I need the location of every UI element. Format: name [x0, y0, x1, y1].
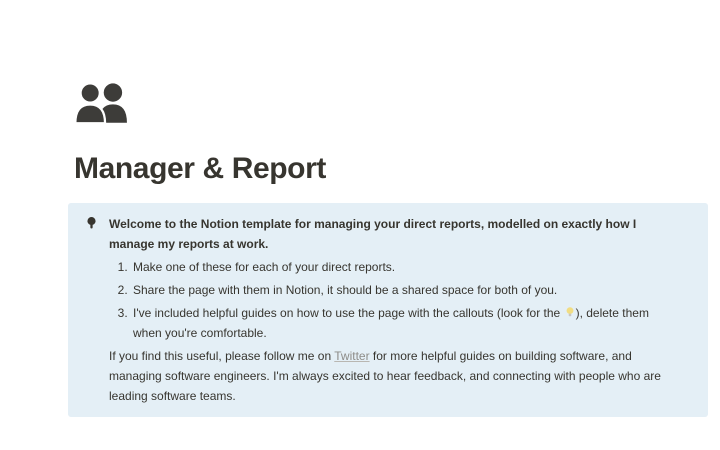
list-item-text: I've included helpful guides on how to use the page with the callouts (look for the [133, 306, 564, 320]
footer-text-after-link: for more helpful guides on building software, and managing software engineers. I'm always excited to hear feedback, and connecting with people who are leading software teams. [109, 349, 661, 403]
callout-block[interactable] [68, 203, 708, 417]
page-title[interactable]: Manager & Report [74, 152, 326, 185]
callout-numbered-list [109, 257, 661, 343]
twitter-link[interactable]: Twitter [334, 349, 370, 363]
list-item[interactable] [131, 280, 661, 300]
footer-text-before-link: If you find this useful, please follow me on [109, 349, 335, 363]
lightbulb-emoji [564, 304, 576, 316]
lightbulb-icon [85, 216, 98, 231]
list-item-text: Share the page with them in Notion, it should be a shared space for both of you. [133, 283, 558, 297]
list-item-text: ), delete them when you're comfortable. [133, 306, 649, 340]
callout-intro-text[interactable]: Welcome to the Notion template for managing your direct reports, modelled on exactly how I manage my reports at work. [109, 217, 637, 251]
page-icon-two-people[interactable] [74, 80, 130, 127]
two-people-icon [74, 80, 130, 127]
list-item[interactable] [131, 303, 661, 343]
callout-footer-text[interactable] [109, 346, 661, 406]
list-item-text: Make one of these for each of your direct reports. [133, 260, 396, 274]
callout-icon-button[interactable] [81, 214, 101, 406]
list-item[interactable] [131, 257, 661, 277]
callout-content [109, 214, 661, 406]
